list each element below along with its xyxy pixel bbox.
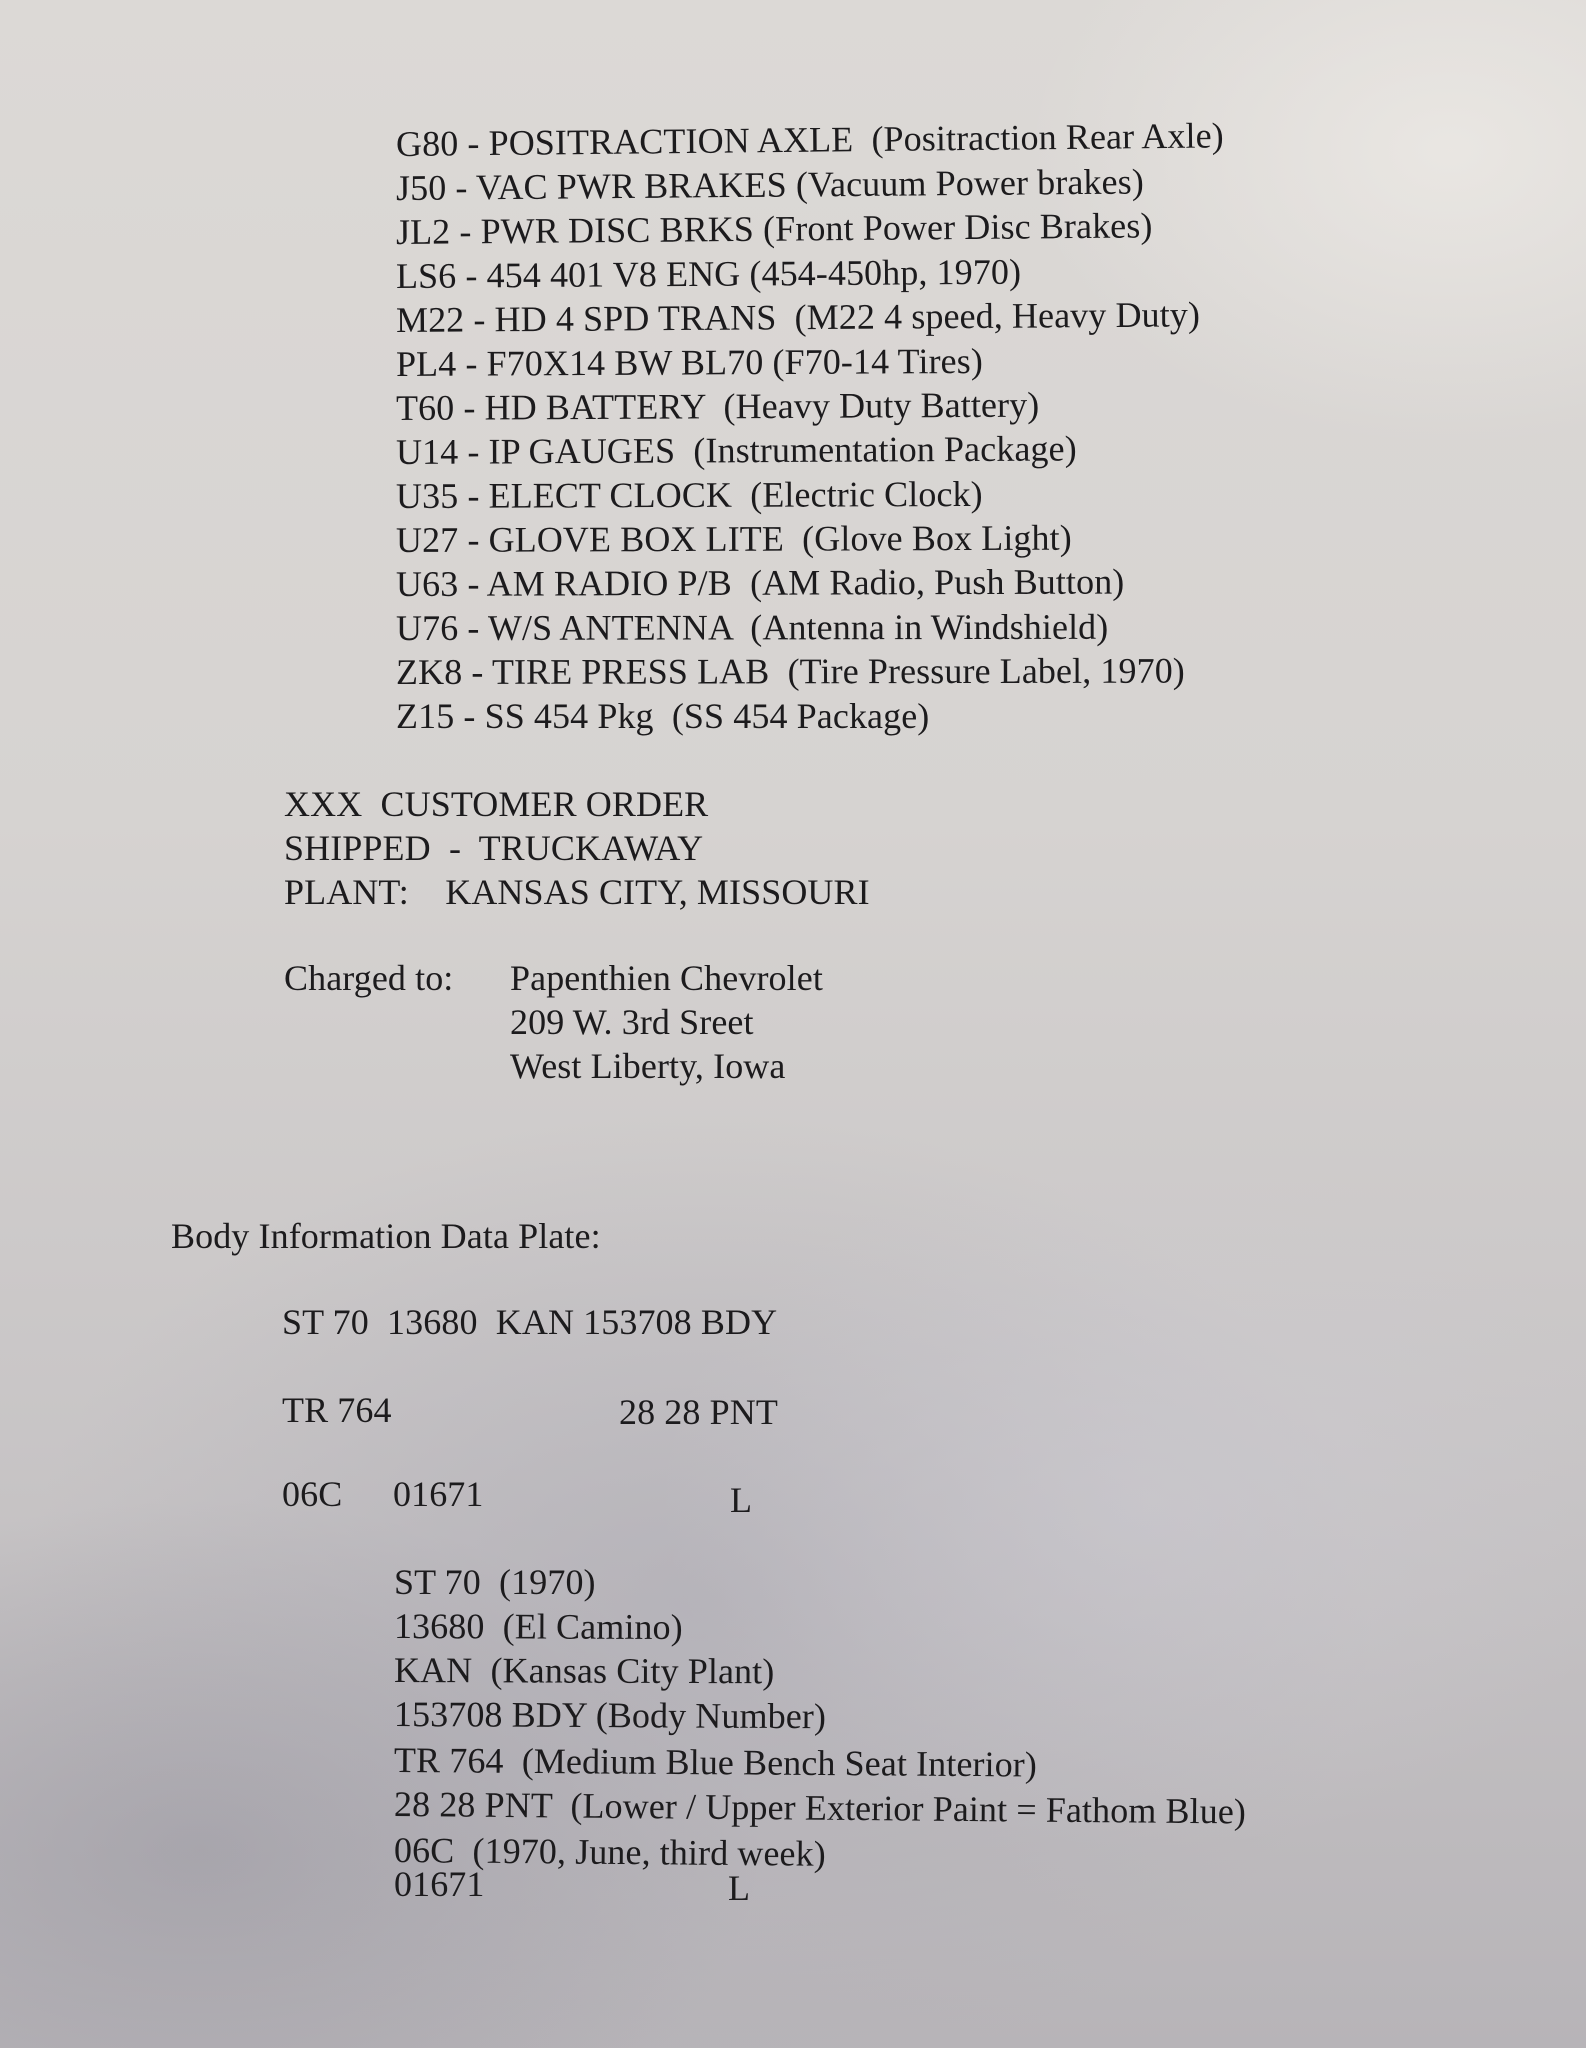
decode-line: KAN (Kansas City Plant) (393, 1650, 775, 1692)
option-line: Z15 - SS 454 Pkg (SS 454 Package) (396, 696, 930, 736)
body-plate-heading: Body Information Data Plate: (171, 1216, 601, 1256)
option-line: M22 - HD 4 SPD TRANS (M22 4 speed, Heavy Duty) (395, 294, 1201, 340)
plant-line: PLANT: KANSAS CITY, MISSOURI (284, 872, 870, 912)
decode-line: ST 70 (1970) (394, 1562, 596, 1602)
plate-paint-code: 28 28 PNT (619, 1392, 778, 1432)
decode-letter: L (728, 1868, 751, 1908)
charged-to-label: Charged to: (284, 958, 454, 998)
plate-trim-code: TR 764 (282, 1390, 392, 1430)
dealer-name: Papenthien Chevrolet (510, 958, 823, 998)
option-line: U14 - IP GAUGES (Instrumentation Package) (395, 428, 1077, 472)
option-line: JL2 - PWR DISC BRKS (Front Power Disc Brakes) (395, 205, 1153, 252)
option-line: ZK8 - TIRE PRESS LAB (Tire Pressure Label, 1970) (395, 650, 1185, 692)
decode-line: 28 28 PNT (Lower / Upper Exterior Paint = Fathom Blue) (393, 1784, 1247, 1832)
option-line: T60 - HD BATTERY (Heavy Duty Battery) (395, 384, 1040, 428)
decode-line: 06C (1970, June, third week) (393, 1830, 826, 1874)
plate-letter: L (730, 1480, 753, 1520)
option-line: LS6 - 454 401 V8 ENG (454-450hp, 1970) (395, 251, 1022, 296)
decode-line: 153708 BDY (Body Number) (393, 1694, 827, 1737)
plate-number: 01671 (393, 1474, 484, 1514)
option-line: U76 - W/S ANTENNA (Antenna in Windshield) (395, 606, 1109, 648)
option-line: U27 - GLOVE BOX LITE (Glove Box Light) (395, 517, 1072, 560)
option-line: U63 - AM RADIO P/B (AM Radio, Push Button) (395, 561, 1125, 604)
option-line: J50 - VAC PWR BRAKES (Vacuum Power brakes) (395, 161, 1144, 208)
dealer-city: West Liberty, Iowa (510, 1046, 786, 1086)
option-line: G80 - POSITRACTION AXLE (Positraction Rear Axle) (395, 115, 1224, 164)
plate-build-date: 06C (282, 1474, 343, 1514)
option-line: U35 - ELECT CLOCK (Electric Clock) (395, 473, 983, 516)
dealer-street: 209 W. 3rd Sreet (510, 1002, 754, 1042)
plate-row-1: ST 70 13680 KAN 153708 BDY (282, 1302, 778, 1342)
decode-line: TR 764 (Medium Blue Bench Seat Interior) (393, 1740, 1038, 1785)
option-line: PL4 - F70X14 BW BL70 (F70-14 Tires) (395, 340, 984, 384)
decode-line: 01671 (394, 1864, 485, 1904)
decode-line: 13680 (El Camino) (393, 1606, 683, 1648)
customer-order-line: XXX CUSTOMER ORDER (284, 784, 709, 824)
shipped-line: SHIPPED - TRUCKAWAY (284, 828, 704, 868)
